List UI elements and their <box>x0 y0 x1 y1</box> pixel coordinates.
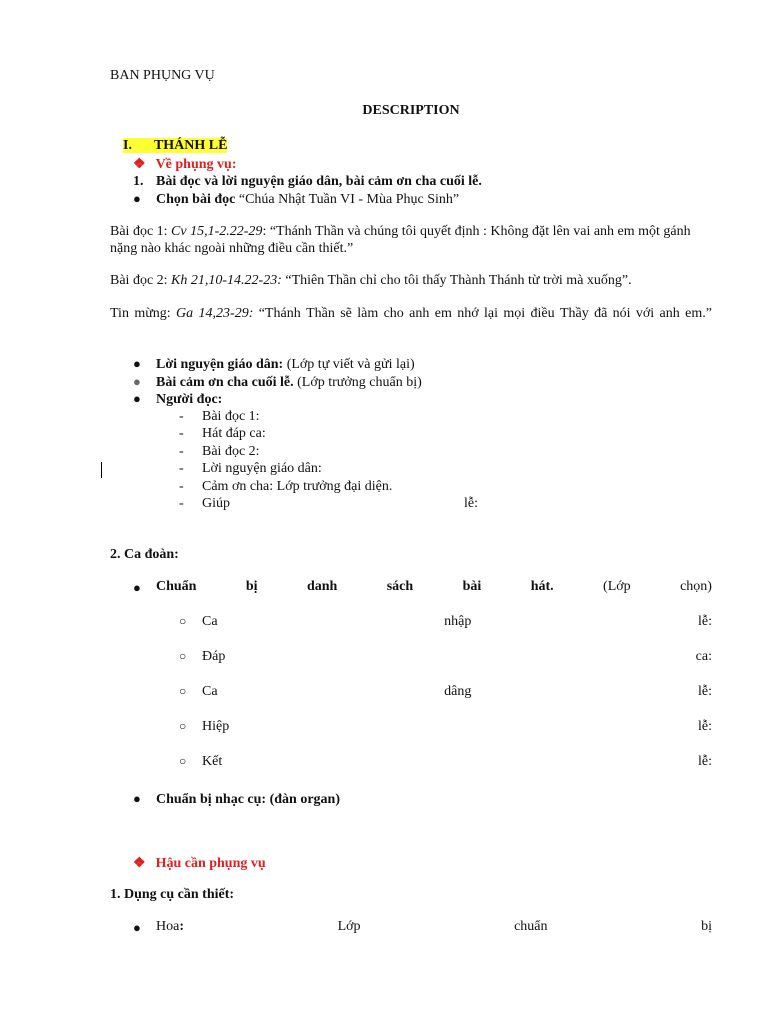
song-item <box>202 754 712 770</box>
reader-item <box>179 426 266 442</box>
song-item <box>202 719 712 735</box>
tools-title: 1. Dụng cụ cần thiết: <box>110 887 235 902</box>
gospel-word: mừng: <box>134 306 171 321</box>
gospel-word: Tin <box>110 306 129 321</box>
diamond-icon: ❖ <box>133 157 146 172</box>
prep-word: bị <box>245 579 258 594</box>
song-word: Kết <box>202 754 223 769</box>
gospel-word: “Thánh <box>258 306 301 321</box>
reading-1-ref: Cv 15,1-2.22-29 <box>171 224 263 239</box>
choose-label: Chọn bài đọc <box>156 192 236 207</box>
circle-icon: ○ <box>179 719 187 733</box>
reading-2-prefix: Bài đọc 2: <box>110 273 172 288</box>
gospel-word: nói <box>612 306 631 321</box>
readers-label: Người đọc: <box>156 392 223 407</box>
dash-marker: - <box>179 444 184 459</box>
prep-word: sách <box>386 579 414 594</box>
reading-2-text: “Thiên Thần chỉ cho tôi thấy Thành Thánh từ trời mà xuống”. <box>281 273 632 288</box>
dash-marker: - <box>179 461 184 476</box>
gospel-line <box>110 306 712 322</box>
prep-word: bài <box>462 579 482 594</box>
reader-item <box>179 444 260 460</box>
choir-prep-line <box>156 579 712 595</box>
song-word: Ca <box>202 614 218 629</box>
bullet-thanks <box>133 374 422 391</box>
flower-colon: : <box>179 919 184 934</box>
reading-2 <box>110 273 632 289</box>
song-item <box>202 684 712 700</box>
flower-word: chuẩn <box>514 919 548 934</box>
song-word: Ca <box>202 684 218 699</box>
reader-label: Cảm ơn cha: Lớp trưởng đại diện. <box>202 479 393 494</box>
flower-word: bị <box>701 919 712 934</box>
text-cursor <box>101 462 102 478</box>
reader-label: Hát đáp ca: <box>202 426 266 441</box>
prayer-text: (Lớp tự viết và gửi lại) <box>283 357 415 372</box>
logistics-title: Hậu cần phụng vụ <box>155 856 266 871</box>
flower-label <box>156 919 184 935</box>
circle-icon: ○ <box>179 684 187 698</box>
help-label: Giúp <box>202 496 230 511</box>
thanks-label: Bài cảm ơn cha cuối lễ. <box>156 375 294 390</box>
reader-label: Lời nguyện giáo dân: <box>202 461 322 476</box>
gospel-word: em.” <box>685 306 712 321</box>
reader-label: Bài đọc 2: <box>202 444 260 459</box>
section-number: I. <box>123 138 154 153</box>
bullet-readers <box>133 391 222 408</box>
thanks-text: (Lớp trưởng chuẩn bị) <box>293 375 422 390</box>
reader-item-help <box>179 496 230 512</box>
page-title: DESCRIPTION <box>362 103 460 118</box>
song-word: lễ: <box>698 614 712 629</box>
circle-icon: ○ <box>179 649 187 663</box>
section-title: THÁNH LỄ <box>153 138 228 153</box>
help-suffix: lễ: <box>464 496 478 511</box>
gospel-word: anh <box>409 306 430 321</box>
bullet-icon: ● <box>133 374 141 389</box>
gospel-word: anh <box>659 306 680 321</box>
subsection-label: Về phụng vụ: <box>155 157 237 172</box>
reader-item <box>179 479 392 495</box>
diamond-icon: ❖ <box>133 856 146 871</box>
song-word: lễ: <box>698 684 712 699</box>
bullet-icon: ● <box>133 391 141 406</box>
logistics-heading <box>133 855 266 872</box>
circle-icon: ○ <box>179 754 187 768</box>
gospel-word: Ga <box>176 306 194 321</box>
gospel-word: sẽ <box>340 306 352 321</box>
instrument-text: Chuẩn bị nhạc cụ: (đàn organ) <box>156 792 340 807</box>
song-word: Hiệp <box>202 719 230 734</box>
gospel-word: Thầy <box>559 306 589 321</box>
dash-marker: - <box>179 479 184 494</box>
song-word: ca: <box>695 649 712 664</box>
prep-note-word: (Lớp <box>603 579 631 594</box>
reader-item <box>179 461 322 477</box>
numbered-item-1 <box>133 174 482 190</box>
prayer-label: Lời nguyện giáo dân: <box>156 357 284 372</box>
song-word: lễ: <box>698 719 712 734</box>
reader-label: Bài đọc 1: <box>202 409 260 424</box>
bullet-icon: ● <box>133 356 141 371</box>
song-item <box>202 614 712 630</box>
reading-2-ref: Kh 21,10-14.22-23: <box>171 273 282 288</box>
gospel-word: nhớ <box>457 306 479 321</box>
section-heading <box>123 138 227 154</box>
bullet-icon: ● <box>133 580 141 595</box>
prep-word: hát. <box>530 579 554 594</box>
gospel-word: lại <box>483 306 498 321</box>
subsection-liturgy <box>133 156 236 173</box>
song-word: lễ: <box>698 754 712 769</box>
reading-1-line-2: nặng nào khác ngoài những điều cần thiết.” <box>110 241 354 256</box>
reading-1-prefix: Bài đọc 1: <box>110 224 172 239</box>
dash-marker: - <box>179 409 184 424</box>
circle-icon: ○ <box>179 614 187 628</box>
flower-word: Lớp <box>337 919 361 934</box>
reader-item <box>179 409 260 425</box>
song-word: Đáp <box>202 649 226 664</box>
dash-marker: - <box>179 496 184 511</box>
item-text: Bài đọc và lời nguyện giáo dân, bài cảm ơn cha cuối lễ. <box>156 174 482 189</box>
instrument-line <box>133 791 340 808</box>
gospel-word: đã <box>594 306 608 321</box>
reading-1-line-1 <box>110 224 712 240</box>
song-word: dâng <box>444 684 472 699</box>
choir-title: 2. Ca đoàn: <box>110 547 179 562</box>
choose-readings <box>133 191 459 208</box>
gospel-word: cho <box>383 306 404 321</box>
gospel-word: 14,23-29: <box>198 306 254 321</box>
dash-marker: - <box>179 426 184 441</box>
bullet-icon: ● <box>133 920 141 935</box>
flower-word: Hoa <box>156 919 180 934</box>
gospel-word: mọi <box>503 306 526 321</box>
org-header: BAN PHỤNG VỤ <box>110 68 215 83</box>
song-item <box>202 649 712 665</box>
bullet-icon: ● <box>133 191 141 206</box>
song-word: nhập <box>444 614 472 629</box>
gospel-word: làm <box>357 306 379 321</box>
prep-note-word: chọn) <box>680 579 712 594</box>
choose-text: “Chúa Nhật Tuần VI - Mùa Phục Sinh” <box>235 192 460 207</box>
prep-word: Chuẩn <box>156 579 197 594</box>
flower-line <box>156 919 712 935</box>
gospel-word: điều <box>530 306 555 321</box>
gospel-word: em <box>434 306 452 321</box>
bullet-icon: ● <box>133 791 141 806</box>
reading-1-text: : “Thánh Thần và chúng tôi quyết định : Không đặt lên vai anh em một gánh <box>262 224 691 239</box>
item-number: 1. <box>133 174 144 189</box>
prep-word: danh <box>306 579 338 594</box>
bullet-prayer <box>133 356 415 373</box>
gospel-word: Thần <box>306 306 335 321</box>
gospel-word: với <box>635 306 655 321</box>
